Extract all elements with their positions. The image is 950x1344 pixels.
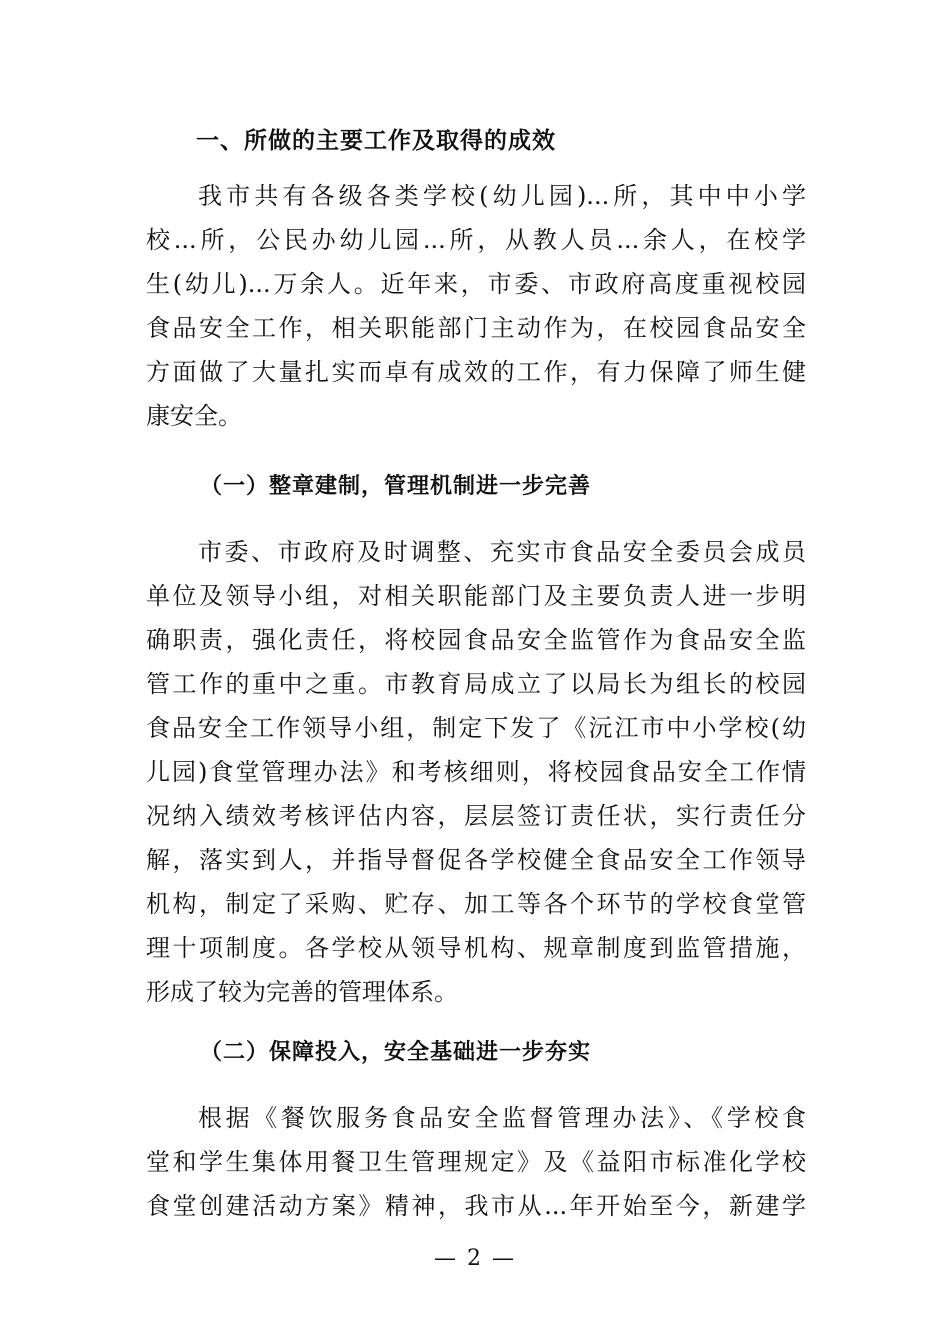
text-line: 食堂创建活动方案》精神，我市从...年开始至今，新建学: [146, 1192, 806, 1220]
text-line: 方面做了大量扎实而卓有成效的工作，有力保障了师生健: [146, 358, 806, 386]
text-line: 食品安全工作，相关职能部门主动作为，在校园食品安全: [146, 314, 806, 342]
text-line: 康安全。: [146, 402, 242, 430]
text-line: 食品安全工作领导小组，制定下发了《沅江市中小学校(幼: [146, 714, 806, 742]
text-line: 单位及领导小组，对相关职能部门及主要负责人进一步明: [146, 582, 806, 610]
text-line: 解，落实到人，并指导督促各学校健全食品安全工作领导: [146, 846, 806, 874]
text-line: 确职责，强化责任，将校园食品安全监管作为食品安全监: [146, 626, 806, 654]
text-line: 儿园)食堂管理办法》和考核细则，将校园食品安全工作情: [146, 758, 806, 786]
paragraph-mechanism: [146, 530, 806, 1014]
text-line: 机构，制定了采购、贮存、加工等各个环节的学校食堂管: [146, 890, 806, 918]
text-line: 理十项制度。各学校从领导机构、规章制度到监管措施，: [146, 934, 806, 962]
subsection-heading: （一）整章建制，管理机制进一步完善: [200, 474, 592, 499]
subsection-heading: （二）保障投入，安全基础进一步夯实: [200, 1040, 592, 1065]
text-line: 校...所，公民办幼儿园...所，从教人员...余人，在校学: [146, 226, 806, 254]
text-line: 况纳入绩效考核评估内容，层层签订责任状，实行责任分: [146, 802, 806, 830]
text-line: 市委、市政府及时调整、充实市食品安全委员会成员: [198, 538, 806, 566]
section-heading: 一、所做的主要工作及取得的成效: [196, 128, 556, 154]
paragraph-investment: [146, 1096, 806, 1228]
text-line: 堂和学生集体用餐卫生管理规定》及《益阳市标准化学校: [146, 1148, 806, 1176]
text-line: 我市共有各级各类学校(幼儿园)...所，其中中小学: [198, 182, 806, 210]
text-line: 根据《餐饮服务食品安全监督管理办法》、《学校食: [198, 1104, 806, 1132]
paragraph-overview: [146, 174, 806, 438]
text-line: 生(幼儿)...万余人。近年来，市委、市政府高度重视校园: [146, 270, 806, 298]
text-line: 形成了较为完善的管理体系。: [146, 978, 458, 1006]
page-number: — 2 —: [434, 1246, 516, 1271]
text-line: 管工作的重中之重。市教育局成立了以局长为组长的校园: [146, 670, 806, 698]
